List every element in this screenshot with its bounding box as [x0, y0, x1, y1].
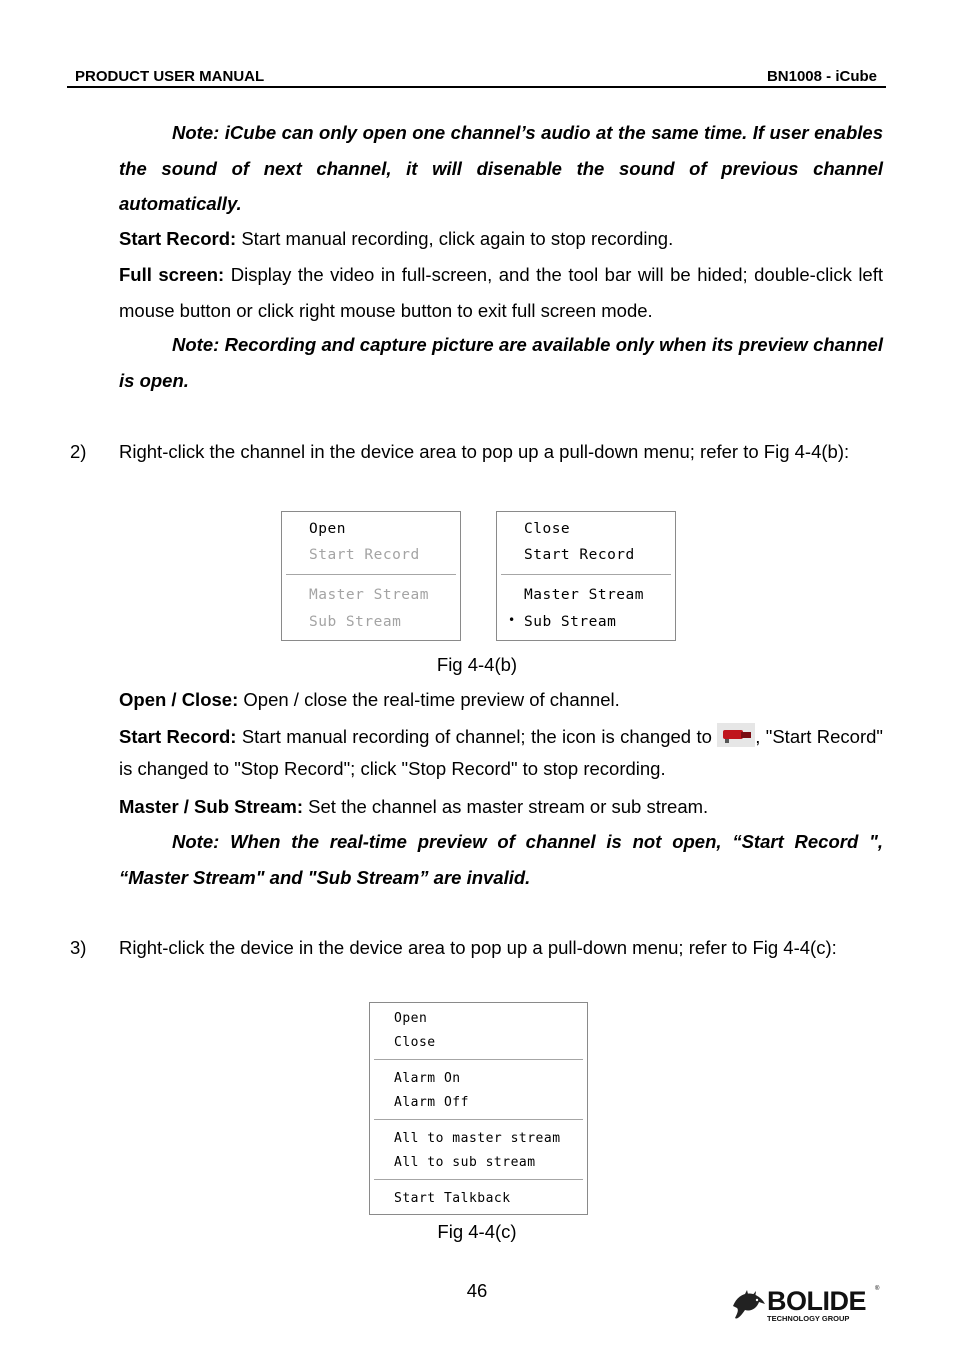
page-number: 46 [466, 1280, 488, 1301]
menu-separator [501, 574, 671, 576]
menu-item-start-talkback[interactable]: Start Talkback [394, 1191, 511, 1206]
menu-item-start-record[interactable]: Start Record [524, 547, 635, 563]
menu-separator [374, 1119, 583, 1121]
menu-item-alarm-on[interactable]: Alarm On [394, 1071, 461, 1086]
bolide-logo [731, 1286, 881, 1326]
menu-item-master-stream[interactable]: Master Stream [524, 587, 644, 603]
text-full-screen: Display the video in full-screen, and the tool bar will be hided; double-click left mouse button or click right mouse button to exit full screen mode. [119, 264, 884, 321]
selected-bullet-icon: • [508, 613, 516, 627]
label-start-record-channel: Start Record: [119, 726, 237, 747]
menu-item-alarm-off[interactable]: Alarm Off [394, 1095, 469, 1110]
channel-menu-open [496, 511, 676, 641]
logo-registered: ® [875, 1286, 880, 1292]
text-start-record: Start manual recording, click again to stop recording. [236, 228, 674, 249]
note-invalid: Note: When the real-time preview of channel is not open, “Start Record ", “Master Stream" and "Sub Stream” are invalid. [119, 831, 883, 888]
label-master-sub: Master / Sub Stream: [119, 796, 304, 817]
para-start-record [119, 221, 883, 257]
menu-item-sub-stream[interactable]: Sub Stream [524, 614, 617, 630]
menu-item-close[interactable]: Close [524, 521, 571, 537]
label-start-record: Start Record: [119, 228, 237, 249]
note-recording: Note: Recording and capture picture are available only when its preview channel is open. [119, 334, 883, 391]
logo-brand: BOLIDE [767, 1286, 867, 1316]
header-left: PRODUCT USER MANUAL [75, 68, 265, 85]
text-start-record-channel-2: , "Start Record" is changed to "Stop Record"; click "Stop Record" to stop recording. [119, 726, 883, 779]
caption-fig-c: Fig 4-4(c) [437, 1221, 517, 1242]
menu-item-master-stream[interactable]: Master Stream [309, 587, 429, 603]
header-right: BN1008 - iCube [766, 68, 877, 85]
item2-number: 2) [70, 441, 87, 462]
text-start-record-channel-1: Start manual recording of channel; the icon is changed to [236, 726, 718, 747]
menu-separator [286, 574, 456, 576]
dragon-logo-icon [731, 1288, 767, 1322]
para-full-screen [119, 257, 883, 328]
header-rule [67, 86, 886, 88]
menu-item-close[interactable]: Close [394, 1035, 436, 1050]
text-open-close: Open / close the real-time preview of channel. [238, 689, 620, 710]
menu-item-all-master[interactable]: All to master stream [394, 1131, 561, 1146]
para-start-record-channel [119, 721, 883, 785]
menu-separator [374, 1179, 583, 1181]
caption-fig-b: Fig 4-4(b) [436, 654, 518, 675]
menu-item-open[interactable]: Open [394, 1011, 428, 1026]
menu-separator [374, 1059, 583, 1061]
para-master-sub [119, 789, 883, 825]
menu-item-sub-stream[interactable]: Sub Stream [309, 614, 402, 630]
item3-text: Right-click the device in the device area to pop up a pull-down menu; refer to Fig 4-4(c): [119, 937, 837, 958]
note-audio: Note: iCube can only open one channel’s audio at the same time. If user enables the sound of next channel, it will disenable the sound of previous channel automatically. [119, 122, 883, 214]
menu-item-start-record[interactable]: Start Record [309, 547, 420, 563]
menu-item-all-sub[interactable]: All to sub stream [394, 1155, 536, 1170]
label-open-close: Open / Close: [119, 689, 239, 710]
para-open-close [119, 682, 883, 718]
text-master-sub: Set the channel as master stream or sub stream. [303, 796, 709, 817]
label-full-screen: Full screen: [119, 264, 225, 285]
logo-subtitle: TECHNOLOGY GROUP [767, 1314, 850, 1323]
record-icon [717, 723, 755, 747]
item3-number: 3) [70, 937, 87, 958]
menu-item-open[interactable]: Open [309, 521, 346, 537]
channel-menu-closed [281, 511, 461, 641]
item2-text: Right-click the channel in the device area to pop up a pull-down menu; refer to Fig 4-4(b): [119, 441, 850, 462]
device-menu [369, 1002, 588, 1215]
